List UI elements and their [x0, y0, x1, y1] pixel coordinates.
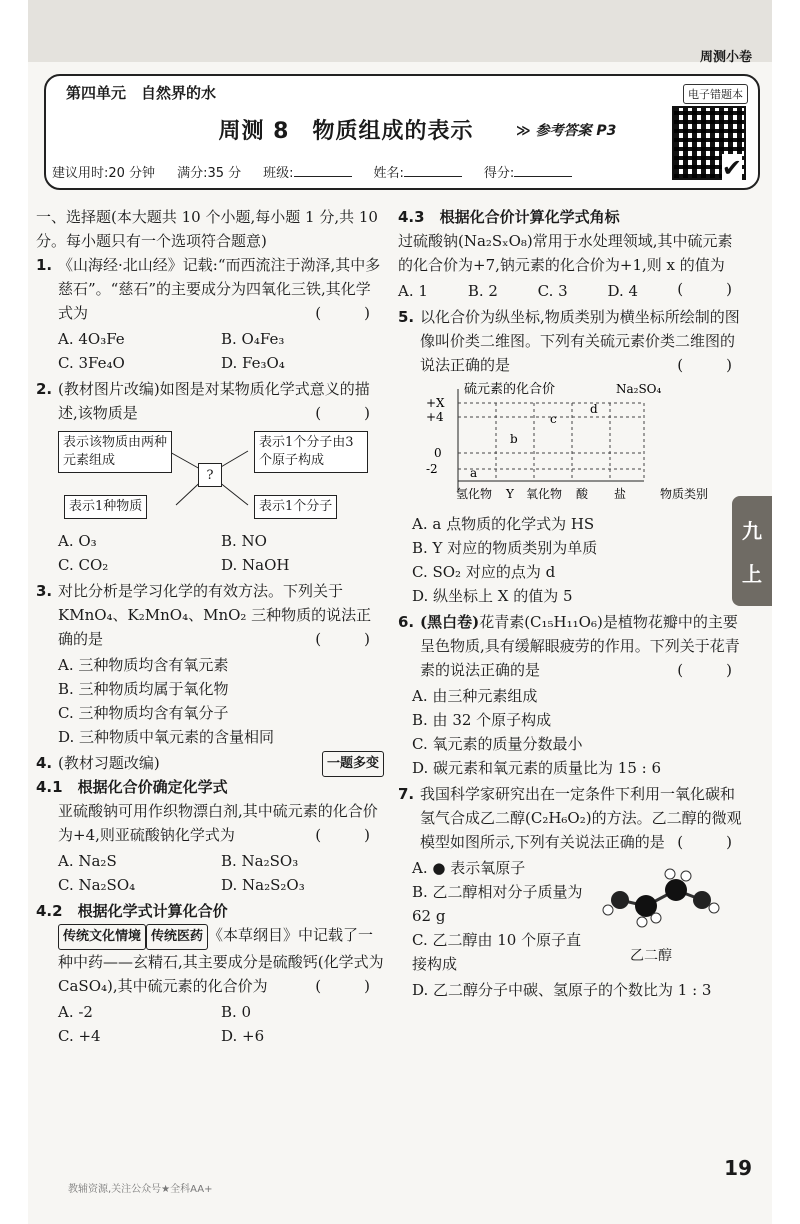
q4-2-title: 4.2 根据化学式计算化合价 [36, 902, 228, 920]
q4-3-options [398, 279, 677, 303]
question-7: 7. 我国科学家研究出在一定条件下利用一氧化碳和氢气合成乙二醇(C₂H₆O₂)的方法。乙二醇的微观模型如图所示,下列有关说法正确的是 ( ) [398, 785, 746, 851]
q2-option-d[interactable]: D. NaOH [221, 556, 290, 574]
q2-box-substance: 表示1种物质 [64, 495, 147, 519]
q5-xcat-y: Y [506, 487, 514, 501]
q2-center-box: ? [198, 463, 222, 487]
time-limit: 建议用时:20 分钟 [52, 166, 156, 181]
q6-tag: (黑白卷) [420, 613, 480, 631]
answer-reference[interactable]: ≫ 参考答案 P3 [516, 123, 617, 139]
q4-1-option-d[interactable]: D. Na₂S₂O₃ [221, 876, 305, 894]
q1-option-b[interactable]: B. O₄Fe₃ [221, 330, 285, 348]
q7-option-a[interactable]: A. ● 表示氧原子 [412, 859, 526, 877]
q5-point-c: c [550, 412, 557, 426]
right-column [398, 205, 746, 1004]
score-field[interactable]: 得分: [484, 162, 572, 181]
q6-option-c[interactable]: C. 氧元素的质量分数最小 [412, 735, 583, 753]
q3-option-a[interactable]: A. 三种物质均含有氧元素 [58, 656, 229, 674]
footer-note: 教辅资源,关注公众号★全科AA+ [68, 1184, 213, 1195]
q1-option-a[interactable]: A. 4O₃Fe [58, 330, 125, 348]
top-bar [28, 0, 772, 62]
q5-point-d: d [590, 402, 598, 416]
q7-option-c[interactable]: C. 乙二醇由 10 个原子直接构成 [412, 931, 582, 973]
grade-side-tab: 九 上 [732, 496, 772, 606]
question-4: 4. (教材习题改编) 一题多变 [36, 751, 384, 775]
q4-1-stem: 亚硫酸钠可用作织物漂白剂,其中硫元素的化合价为+4,则亚硫酸钠化学式为 ( ) [58, 802, 384, 844]
qr-label: 电子错题本 [683, 84, 748, 104]
full-score: 满分:35 分 [177, 166, 242, 181]
page-number: 19 [724, 1156, 752, 1180]
quiz-meta [52, 162, 652, 181]
question-3: 3. 对比分析是学习化学的有效方法。下列关于 KMnO₄、K₂MnO₄、MnO₂ 三种物质的说法正确的是 ( ) [36, 582, 384, 648]
q2-box-atoms: 表示1个分子由3个原子构成 [254, 431, 368, 473]
q3-options [36, 653, 384, 749]
q6-option-a[interactable]: A. 由三种元素组成 [412, 687, 538, 705]
q5-ylevel-m2: -2 [426, 462, 438, 476]
q5-option-a[interactable]: A. a 点物质的化学式为 HS [412, 515, 595, 533]
q4-2-option-d[interactable]: D. +6 [221, 1027, 265, 1045]
class-field[interactable]: 班级: [263, 162, 351, 181]
left-column [36, 205, 384, 1050]
section-title: 一、选择题(本大题共 10 个小题,每小题 1 分,共 10 分。每小题只有一个选项符合题意) [36, 208, 378, 250]
q1-options [36, 327, 384, 375]
q4-3-option-d[interactable]: D. 4 [607, 282, 639, 300]
q6-options [398, 684, 746, 780]
q2-option-b[interactable]: B. NO [221, 532, 267, 550]
qr-code-icon[interactable] [672, 106, 746, 180]
question-2: 2. (教材图片改编)如图是对某物质化学式意义的描述,该物质是 ( ) [36, 380, 384, 422]
q4-1-title: 4.1 根据化合价确定化学式 [36, 778, 228, 796]
q7-option-d[interactable]: D. 乙二醇分子中碳、氢原子的个数比为 1 : 3 [412, 981, 712, 999]
q6-option-b[interactable]: B. 由 32 个原子构成 [412, 711, 552, 729]
q7-options-d [398, 978, 746, 1002]
q3-option-c[interactable]: C. 三种物质均含有氧分子 [58, 704, 229, 722]
page [28, 0, 772, 1224]
q4-3-option-c[interactable]: C. 3 [537, 282, 568, 300]
q3-option-d[interactable]: D. 三种物质中氧元素的含量相同 [58, 728, 275, 746]
q5-options [398, 512, 746, 608]
q4-1-option-a[interactable]: A. Na₂S [58, 852, 117, 870]
q5-x-label: 物质类别 [660, 487, 709, 501]
q5-ylevel-x: +X [426, 396, 445, 410]
q4-3-stem: 过硫酸钠(Na₂SₓO₈)常用于水处理领域,其中硫元素的化合价为+7,钠元素的化合价为+1,则 x 的值为 ( ) [398, 232, 746, 298]
q1-option-d[interactable]: D. Fe₃O₄ [221, 354, 285, 372]
q4-2-option-b[interactable]: B. 0 [221, 1003, 252, 1021]
q7-option-b[interactable]: B. 乙二醇相对分子质量为 62 g [412, 883, 583, 925]
q2-option-c[interactable]: C. CO₂ [58, 556, 109, 574]
q4-2-option-c[interactable]: C. +4 [58, 1027, 101, 1045]
q5-point-a: a [470, 466, 478, 480]
q4-3-title: 4.3 根据化合价计算化学式角标 [398, 208, 620, 226]
q4-2-tag-medicine: 传统医药 [146, 924, 208, 950]
q2-options [36, 529, 384, 577]
q5-xcat-salt: 盐 [614, 487, 627, 501]
q5-ylevel-0: 0 [434, 446, 442, 460]
q5-ylevel-4: +4 [426, 410, 444, 424]
q7-body [398, 856, 746, 1002]
q2-diagram [58, 429, 384, 525]
q4-2-option-a[interactable]: A. -2 [58, 1003, 93, 1021]
q4-2-options [36, 1000, 384, 1048]
q2-option-a[interactable]: A. O₃ [58, 532, 97, 550]
q2-box-molecule: 表示1个分子 [254, 495, 337, 519]
q4-1-options [36, 849, 384, 897]
q7-molecule-label: 乙二醇 [630, 948, 672, 964]
q5-y-label: 硫元素的化合价 [464, 382, 556, 397]
q5-option-c[interactable]: C. SO₂ 对应的点为 d [412, 563, 556, 581]
q5-option-b[interactable]: B. Y 对应的物质类别为单质 [412, 539, 598, 557]
q4-1-option-c[interactable]: C. Na₂SO₄ [58, 876, 136, 894]
q5-xcat-acid: 酸 [576, 487, 589, 501]
header-box [44, 74, 760, 190]
series-label: 周测小卷 [699, 50, 752, 65]
unit-title: 第四单元 自然界的水 [66, 84, 217, 102]
quiz-title: 周测 8 物质组成的表示 [218, 119, 474, 144]
q5-corner-label: Na₂SO₄ [616, 382, 662, 396]
question-6: 6. (黑白卷)花青素(C₁₅H₁₁O₆)是植物花瓣中的主要呈色物质,具有缓解眼疲劳的作用。下列关于花青素的说法正确的是 ( ) [398, 613, 746, 679]
q4-1-option-b[interactable]: B. Na₂SO₃ [221, 852, 299, 870]
question-5: 5. 以化合价为纵坐标,物质类别为横坐标所绘制的图像叫价类二维图。下列有关硫元素价类二维图的说法正确的是 ( ) [398, 308, 746, 374]
q6-option-d[interactable]: D. 碳元素和氧元素的质量比为 15 : 6 [412, 759, 662, 777]
name-field[interactable]: 姓名: [374, 162, 462, 181]
q7-options [398, 856, 592, 976]
q5-chart [420, 381, 730, 501]
q3-option-b[interactable]: B. 三种物质均属于氧化物 [58, 680, 229, 698]
q4-3-option-b[interactable]: B. 2 [467, 282, 498, 300]
question-1: 1. 《山海经·北山经》记载:“而西流注于泑泽,其中多慈石”。“慈石”的主要成分为四氧化三铁,其化学式为 ( ) [36, 256, 384, 322]
q4-3-option-a[interactable]: A. 1 [398, 282, 428, 300]
q4-variant-tag: 一题多变 [322, 751, 384, 777]
q1-option-c[interactable]: C. 3Fe₄O [58, 354, 125, 372]
q2-box-elements: 表示该物质由两种元素组成 [58, 431, 172, 473]
q5-xcat-oxide: 氧化物 [526, 487, 563, 501]
q5-point-b: b [510, 432, 518, 446]
ethylene-glycol-model-icon [598, 860, 728, 940]
q4-2-tag-culture: 传统文化情境 [58, 924, 146, 950]
q5-option-d[interactable]: D. 纵坐标上 X 的值为 5 [412, 587, 573, 605]
q5-xcat-hydride: 氢化物 [456, 487, 493, 501]
q4-2-stem: 传统文化情境 传统医药 《本草纲目》中记载了一种中药——玄精石,其主要成分是硫酸钙(化学式为 CaSO₄),其中硫元素的化合价为 ( ) [58, 926, 384, 995]
